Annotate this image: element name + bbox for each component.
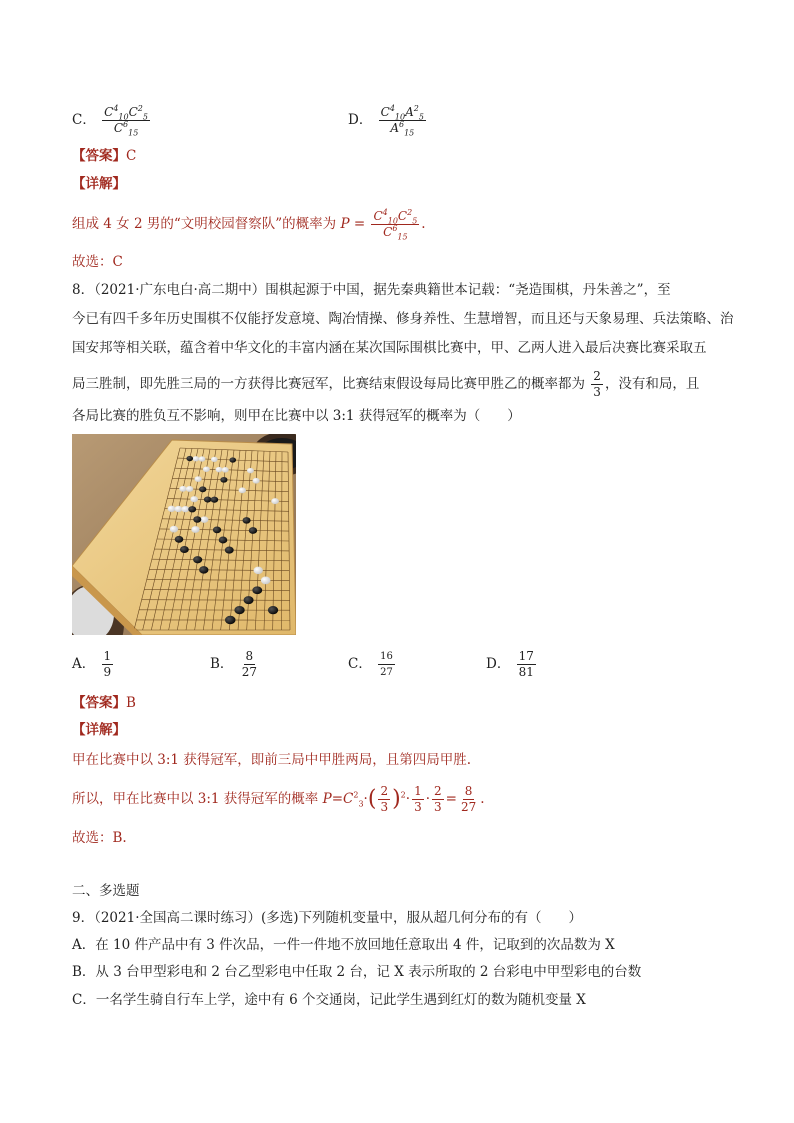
frac-num: 17 [518, 649, 534, 663]
white-stone [186, 486, 193, 492]
white-stone [168, 506, 176, 512]
black-stone [188, 506, 196, 512]
frac-num: 16 [378, 650, 395, 665]
white-stone [200, 516, 208, 522]
q9-option-b: B．从 3 台甲型彩电和 2 台乙型彩电中任取 2 台，记 X 表示所取的 2 台彩电中甲型彩电的台数 [72, 964, 642, 980]
q8-line3: 国安邦等相关联，蕴含着中华文化的丰富内涵在某次国际围棋比赛中，甲、乙两人进入最后决赛比赛采取五 [72, 340, 707, 356]
white-stone [199, 456, 206, 461]
q8-answer [72, 693, 136, 713]
q7-detail-tag: 【详解】 [72, 176, 126, 192]
explain-text: 组成 4 女 2 男的“文明校园督察队”的概率为 [72, 216, 337, 232]
q8-option-a [72, 650, 115, 679]
answer-tag: 【答案】 [72, 695, 126, 711]
frac-num: 8 [245, 649, 254, 663]
option-label: C． [348, 656, 372, 672]
white-stone [193, 456, 200, 461]
black-stone [193, 556, 202, 563]
q8-line4 [72, 370, 699, 399]
white-stone [254, 567, 263, 574]
q8-line2: 今已有四千多年历史围棋不仅能抒发意境、陶冶情操、修身养性、生慧增智，而且还与天象易理、兵法策略、治 [72, 311, 734, 327]
white-stone [181, 506, 189, 512]
frac-num: 1 [103, 649, 112, 663]
formula-d: $\frac{C^4_{10}A^2_5}{A^6_{15}}$ [380, 104, 424, 138]
white-stone [253, 478, 260, 484]
white-stone [211, 457, 218, 462]
black-stone [234, 606, 244, 614]
q8-detail-tag: 【详解】 [72, 722, 126, 738]
black-stone [225, 616, 236, 624]
explain-end: . [421, 216, 426, 232]
option-fraction [240, 650, 259, 679]
section-title: 二、多选题 [72, 883, 140, 899]
white-stone [190, 496, 198, 502]
frac-den: 9 [103, 665, 112, 679]
answer-tag: 【答案】 [72, 148, 126, 164]
black-stone [204, 496, 212, 502]
option-label: D． [348, 112, 373, 128]
detail2-text: 所以，甲在比赛中以 3:1 获得冠军的概率 [72, 791, 319, 807]
white-stone [239, 487, 246, 493]
q9-option-a: A．在 10 件产品中有 3 件次品，一件一件地不放回地任意取出 4 件，记取到的次品数为 X [72, 937, 615, 953]
q7-answer [72, 146, 136, 166]
frac-den: 27 [241, 665, 257, 679]
go-board-illustration [72, 434, 296, 635]
black-stone [199, 486, 206, 492]
black-stone [199, 566, 208, 573]
prob-fraction [591, 370, 603, 399]
black-stone [219, 537, 228, 544]
option-fraction [378, 650, 395, 679]
white-stone [216, 467, 223, 473]
q9-stem: 9．（2021·全国高二课时练习）(多选)下列随机变量中，服从超几何分布的有（ ） [72, 910, 583, 926]
explain-formula: $\frac{C^4_{10}C^2_5}{C^6_{15}}$ [373, 208, 418, 242]
q8-detail1: 甲在比赛中以 3:1 获得冠军，即前三局中甲胜两局，且第四局甲胜. [72, 752, 472, 768]
white-stone [261, 577, 271, 585]
white-stone [179, 486, 186, 492]
white-stone [222, 467, 229, 473]
q8-detail2: 所以，甲在比赛中以 3:1 获得冠军的概率 $P=C^2_3\cdot$( $\frac{2}{3}$ )$^2$· $\frac{1}{3}$ · $\frac{2}{3}$ = $\frac{8}{27}$ . [72, 784, 485, 814]
black-stone [175, 536, 184, 543]
go-board-image [72, 434, 296, 635]
answer-value: C [126, 148, 137, 164]
white-stone [195, 476, 202, 482]
frac-den: 27 [380, 667, 393, 678]
frac-den: 81 [518, 665, 534, 679]
answer-value: B [126, 695, 136, 711]
q7-option-c [72, 104, 152, 138]
q8-line1: 8．（2021·广东电白·高二期中）围棋起源于中国，据先秦典籍世本记载：“尧造围棋，丹朱善之”，至 [72, 282, 671, 298]
formula-c: $\frac{C^4_{10}C^2_5}{C^6_{15}}$ [104, 104, 148, 138]
black-stone [244, 596, 254, 604]
option-label: B． [210, 656, 234, 672]
line4-b: ，没有和局，且 [604, 376, 700, 392]
white-stone [271, 498, 279, 504]
black-stone [186, 456, 193, 461]
q7-option-d [348, 104, 428, 138]
q8-line5: 各局比赛的胜负互不影响，则甲在比赛中以 3:1 获得冠军的概率为（ ） [72, 408, 521, 424]
black-stone [249, 527, 257, 534]
q8-option-d [486, 650, 538, 679]
option-fraction [102, 650, 114, 679]
option-label: A． [72, 656, 96, 672]
option-label: C． [72, 112, 96, 128]
white-stone [247, 468, 254, 474]
black-stone [229, 457, 236, 462]
black-stone [268, 606, 278, 614]
black-stone [193, 516, 201, 522]
q8-option-b [210, 650, 261, 679]
q9-option-c: C．一名学生骑自行车上学，途中有 6 个交通岗，记此学生遇到红灯的数为随机变量 X [72, 992, 586, 1008]
white-stone [191, 526, 199, 533]
white-stone [175, 506, 183, 512]
white-stone [203, 466, 210, 472]
q7-choose: 故选：C [72, 254, 123, 270]
black-stone [220, 477, 227, 483]
white-stone [170, 526, 178, 533]
line4-a: 局三胜制，即先胜三局的一方获得比赛冠军，比赛结束假设每局比赛甲胜乙的概率都为 [72, 376, 585, 392]
black-stone [213, 527, 221, 534]
option-label: D． [486, 656, 511, 672]
q7-explanation: 组成 4 女 2 男的“文明校园督察队”的概率为 P = $\frac{C^4_{10}C^2_5}{C^6_{15}}$ . [72, 208, 426, 242]
q8-choose: 故选：B. [72, 830, 127, 846]
black-stone [252, 586, 262, 594]
q8-option-c [348, 650, 397, 679]
option-fraction [517, 650, 536, 679]
black-stone [225, 547, 234, 554]
prob-num: 2 [593, 369, 601, 383]
black-stone [180, 546, 189, 553]
black-stone [243, 517, 251, 523]
prob-den: 3 [593, 385, 601, 399]
black-stone [211, 497, 219, 503]
